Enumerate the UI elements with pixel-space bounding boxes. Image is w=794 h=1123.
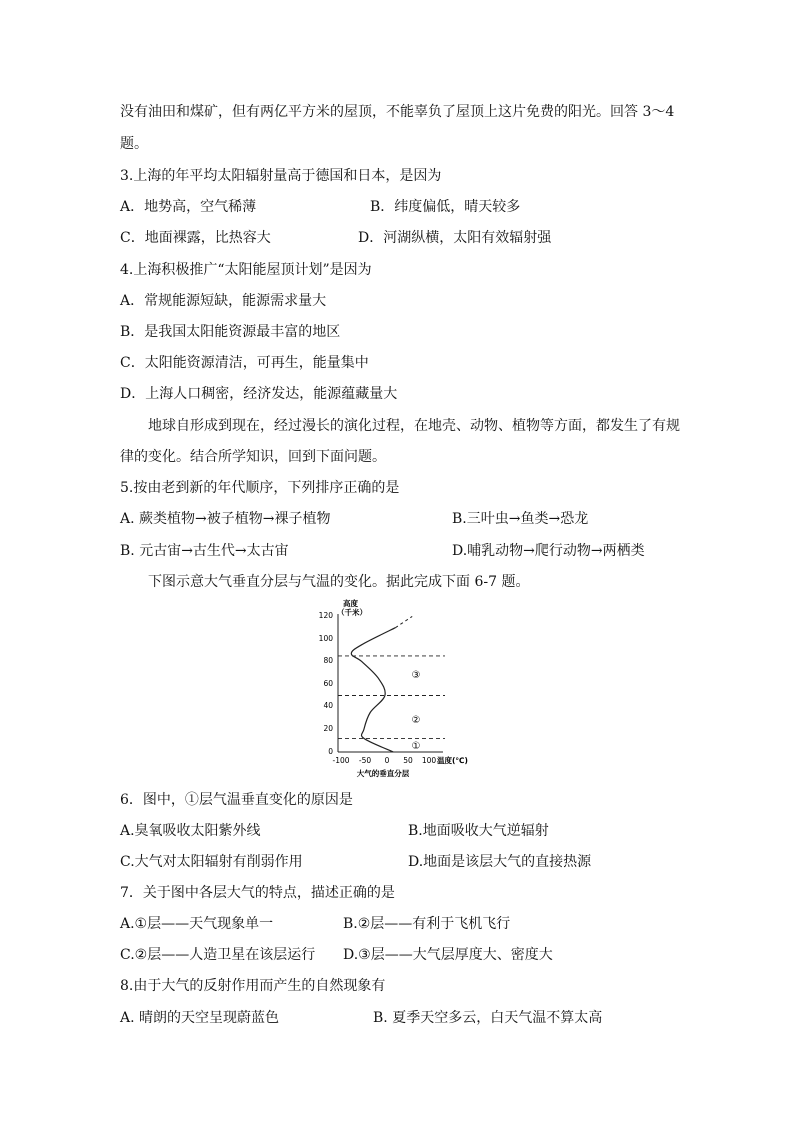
question-5-option-a[interactable]: A. 蕨类植物→被子植物→裸子植物 [120,511,331,527]
temperature-curve-extension [395,616,412,627]
y-tick-label: 60 [323,679,333,688]
question-8-option-b[interactable]: B. 夏季天空多云，白天气温不算太高 [373,1010,603,1026]
question-6-option-a[interactable]: A.臭氧吸收太阳紫外线 [120,823,261,839]
intro-q6-7: 下图示意大气垂直分层与气温的变化。据此完成下面 6-7 题。 [148,574,530,590]
x-tick-label: 100 [421,756,437,765]
question-7-option-d[interactable]: D.③层——大气层厚度大、密度大 [343,947,553,963]
y-tick-label: 0 [328,747,333,756]
question-3-option-c[interactable]: C．地面裸露，比热容大 [120,230,271,246]
question-6-option-c[interactable]: C.大气对太阳辐射有削弱作用 [120,854,303,870]
question-6-stem: 6．图中，①层气温垂直变化的原因是 [120,792,353,808]
x-tick-label: 0 [384,756,390,765]
question-7-option-c[interactable]: C.②层——人造卫星在该层运行 [120,947,316,963]
temperature-curve [351,628,395,752]
y-tick-label: 100 [318,634,333,643]
question-4-option-b[interactable]: B．是我国太阳能资源最丰富的地区 [120,324,341,340]
y-tick-label: 120 [318,611,333,620]
intro-q5-line2: 律的变化。结合所学知识，回到下面问题。 [120,449,386,465]
x-axis-title: 温度(℃) [437,756,468,765]
question-4-option-c[interactable]: C．太阳能资源清洁，可再生，能量集中 [120,355,369,371]
question-6-option-b[interactable]: B.地面吸收大气逆辐射 [408,823,549,839]
layer-label-3: ③ [411,670,421,681]
x-tick-label: -50 [358,756,372,765]
atmosphere-layer-figure [305,598,485,782]
question-3-option-d[interactable]: D．河湖纵横，太阳有效辐射强 [358,230,552,246]
y-tick-label: 80 [323,656,333,665]
question-5-option-b[interactable]: B.三叶虫→鱼类→恐龙 [452,511,589,527]
figure-caption: 大气的垂直分层 [356,769,410,778]
question-7-stem: 7．关于图中各层大气的特点，描述正确的是 [120,885,395,901]
question-5-stem: 5.按由老到新的年代顺序，下列排序正确的是 [120,480,400,496]
x-tick-label: -100 [332,756,350,765]
question-3-option-b[interactable]: B．纬度偏低，晴天较多 [370,199,521,215]
intro-q5-line1: 地球自形成到现在，经过漫长的演化过程，在地壳、动物、植物等方面，都发生了有规 [148,418,680,434]
question-5-option-d[interactable]: D.哺乳动物→爬行动物→两栖类 [452,543,645,559]
atmosphere-chart-svg [305,598,485,782]
question-4-option-d[interactable]: D．上海人口稠密，经济发达，能源蕴藏量大 [120,386,398,402]
question-7-option-b[interactable]: B.②层——有利于飞机飞行 [343,916,511,932]
y-axis-title-line1: 高度 [343,599,358,608]
question-3-option-a[interactable]: A．地势高，空气稀薄 [120,199,257,215]
x-tick-label: 50 [403,756,413,765]
y-axis-title-line2: （千米） [337,608,367,617]
layer-label-1: ① [411,741,421,752]
question-4-stem: 4.上海积极推广“太阳能屋顶计划”是因为 [120,262,372,278]
y-tick-label: 20 [323,724,333,733]
question-6-option-d[interactable]: D.地面是该层大气的直接热源 [408,854,592,870]
y-tick-label: 40 [323,701,333,710]
layer-label-2: ② [411,715,421,726]
question-8-stem: 8.由于大气的反射作用而产生的自然现象有 [120,978,386,994]
question-3-stem: 3.上海的年平均太阳辐射量高于德国和日本，是因为 [120,168,442,184]
question-4-option-a[interactable]: A．常规能源短缺，能源需求量大 [120,293,327,309]
question-8-option-a[interactable]: A. 晴朗的天空呈现蔚蓝色 [120,1010,280,1026]
question-5-option-c[interactable]: B. 元古宙→古生代→太古宙 [120,543,289,559]
intro-q3-4-line2: 题。 [120,136,148,152]
question-7-option-a[interactable]: A.①层——天气现象单一 [120,916,274,932]
intro-q3-4-line1: 没有油田和煤矿，但有两亿平方米的屋顶，不能辜负了屋顶上这片免费的阳光。回答 3～4 [120,104,675,120]
